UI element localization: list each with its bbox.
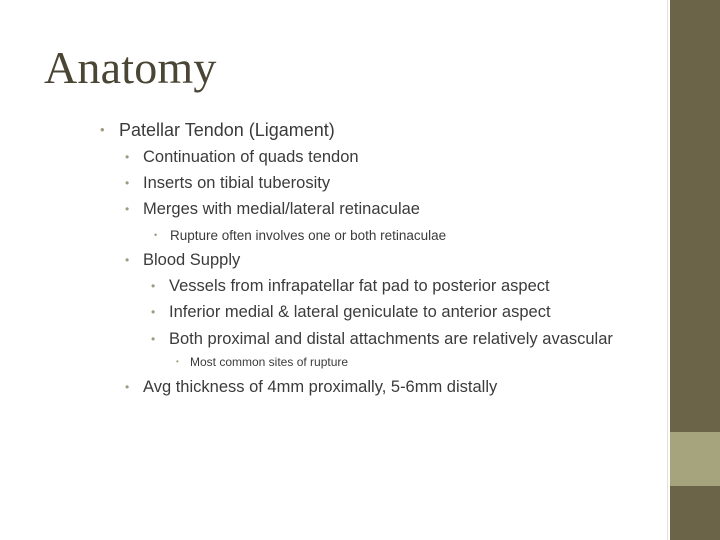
- bullet-both-proximal: [151, 329, 613, 349]
- bullet-text: Patellar Tendon (Ligament): [119, 120, 335, 140]
- bullet-patellar-tendon: [100, 119, 335, 141]
- sidebar-band-bottom: [670, 486, 720, 540]
- bullet-inferior: [151, 302, 551, 322]
- bullet-icon: •: [125, 380, 130, 394]
- bullet-blood-supply: [125, 250, 240, 270]
- bullet-text: Both proximal and distal attachments are relatively avascular: [169, 330, 613, 348]
- bullet-icon: •: [100, 122, 105, 137]
- bullet-merges: [125, 199, 420, 219]
- bullet-text: Blood Supply: [143, 251, 241, 269]
- bullet-icon: •: [151, 305, 156, 319]
- bullet-text: Rupture often involves one or both retinaculae: [170, 228, 447, 243]
- bullet-text: Inserts on tibial tuberosity: [143, 174, 331, 192]
- bullet-most-common: [176, 354, 348, 370]
- bullet-continuation: [125, 147, 359, 167]
- bullet-icon: •: [125, 150, 130, 164]
- bullet-inserts: [125, 173, 330, 193]
- bullet-avg-thickness: [125, 377, 497, 397]
- bullet-icon: •: [125, 176, 130, 190]
- bullet-icon: •: [151, 332, 156, 346]
- sidebar-band-accent: [670, 432, 720, 486]
- bullet-icon: •: [176, 357, 179, 366]
- bullet-text: Continuation of quads tendon: [143, 148, 359, 166]
- bullet-icon: •: [125, 253, 130, 267]
- slide-title: Anatomy: [44, 42, 217, 93]
- sidebar-band-top: [670, 0, 720, 432]
- bullet-text: Vessels from infrapatellar fat pad to posterior aspect: [169, 277, 550, 295]
- bullet-text: Avg thickness of 4mm proximally, 5-6mm distally: [143, 378, 498, 396]
- bullet-text: Inferior medial & lateral geniculate to anterior aspect: [169, 303, 551, 321]
- decorative-sidebar: [667, 0, 720, 540]
- bullet-text: Most common sites of rupture: [190, 355, 349, 369]
- bullet-rupture: [154, 226, 446, 245]
- bullet-text: Merges with medial/lateral retinaculae: [143, 200, 420, 218]
- bullet-icon: •: [151, 279, 156, 293]
- bullet-vessels: [151, 276, 550, 296]
- bullet-icon: •: [125, 202, 130, 216]
- bullet-icon: •: [154, 230, 158, 240]
